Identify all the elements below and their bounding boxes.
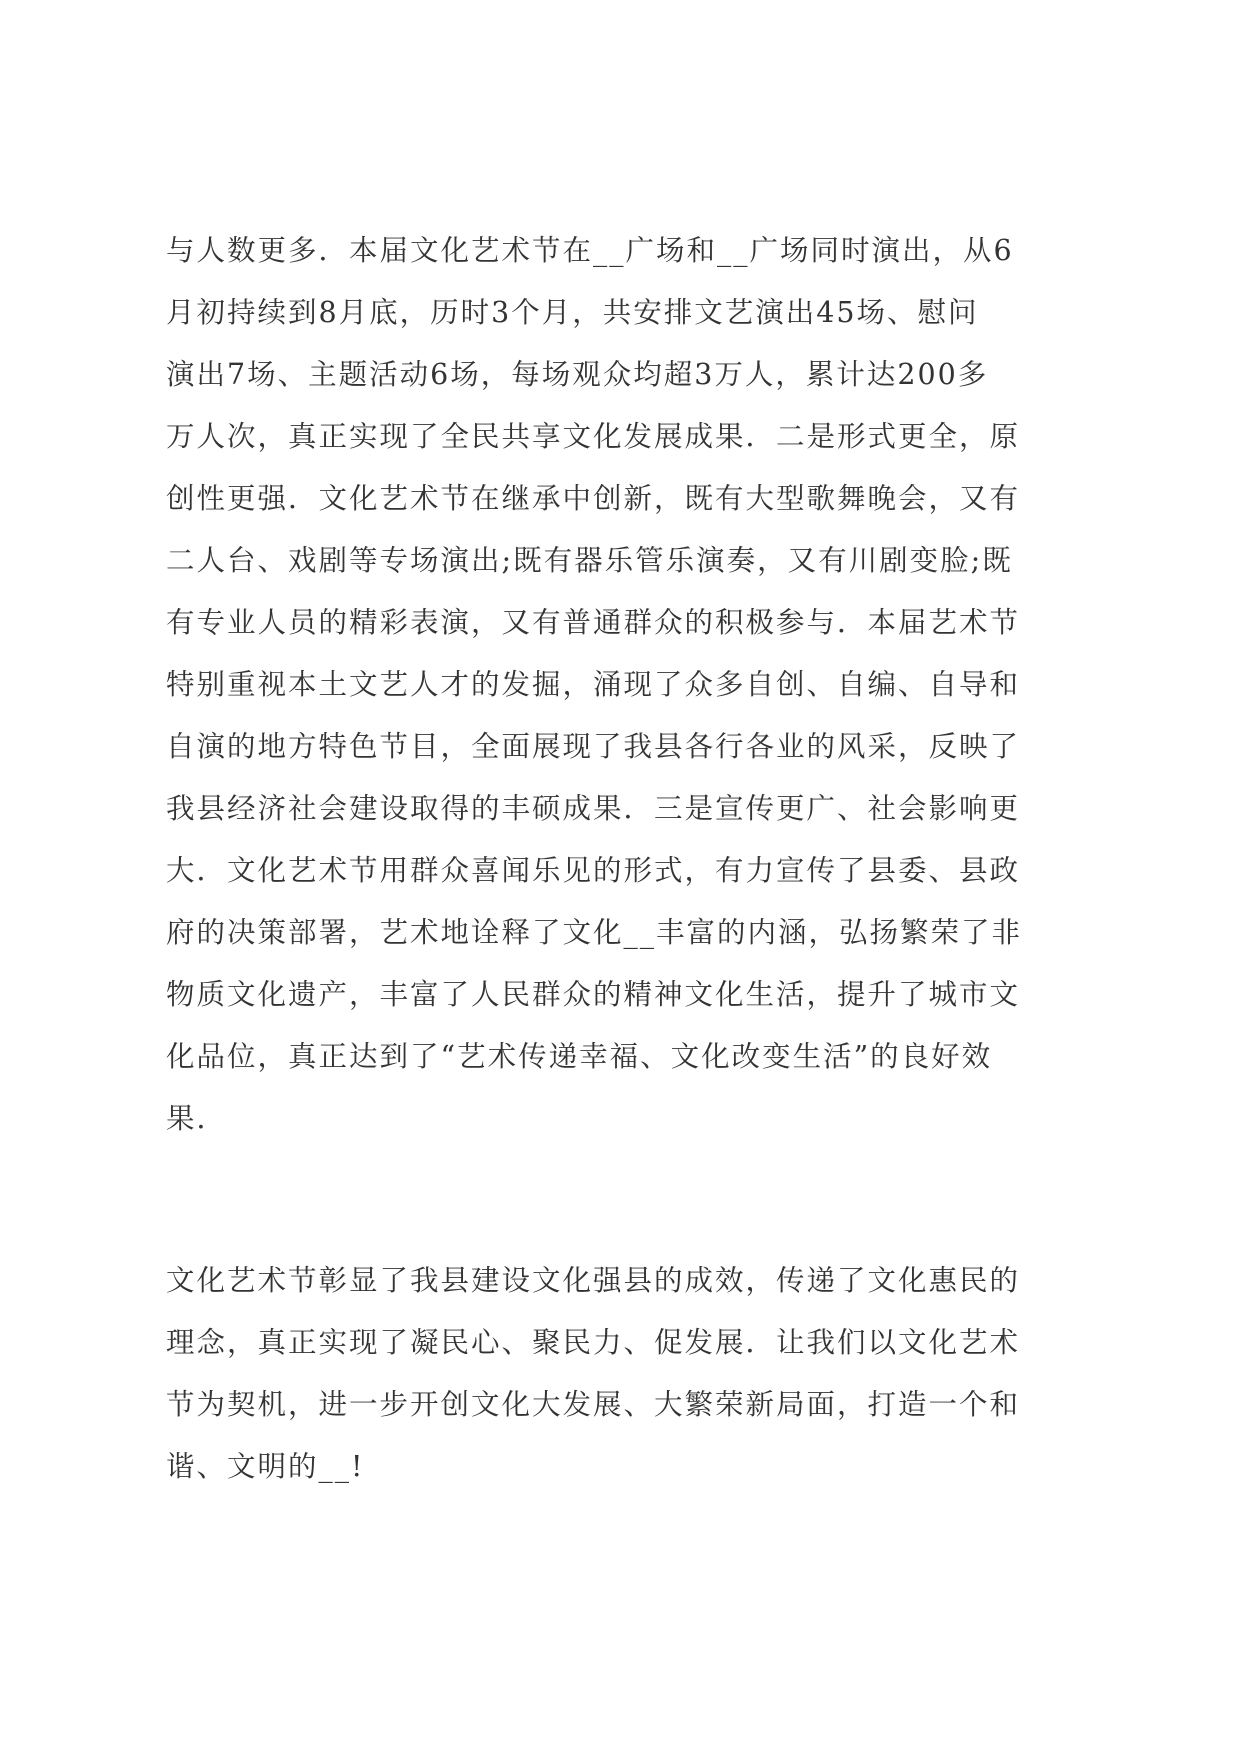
text-line: 演出7场、主题活动6场，每场观众均超3万人，累计达200多 bbox=[166, 358, 989, 391]
text-line: 有专业人员的精彩表演，又有普通群众的积极参与．本届艺术节 bbox=[166, 606, 1021, 639]
text-line: 自演的地方特色节目，全面展现了我县各行各业的风采，反映了 bbox=[166, 730, 1021, 763]
text-line: 大．文化艺术节用群众喜闻乐见的形式，有力宣传了县委、县政 bbox=[166, 854, 1021, 887]
text-line: 物质文化遗产，丰富了人民群众的精神文化生活，提升了城市文 bbox=[166, 978, 1021, 1011]
text-line: 与人数更多．本届文化艺术节在__广场和__广场同时演出，从6 bbox=[166, 234, 1014, 267]
text-line: 谐、文明的__! bbox=[166, 1450, 365, 1483]
paragraph-2 bbox=[166, 1250, 1076, 1498]
text-line: 创性更强．文化艺术节在继承中创新，既有大型歌舞晚会，又有 bbox=[166, 482, 1021, 515]
paragraph-1 bbox=[166, 220, 1076, 1150]
text-line: 我县经济社会建设取得的丰硕成果．三是宣传更广、社会影响更 bbox=[166, 792, 1021, 825]
text-line: 果． bbox=[166, 1102, 228, 1135]
text-line: 化品位，真正达到了“艺术传递幸福、文化改变生活”的良好效 bbox=[166, 1040, 993, 1073]
text-line: 月初持续到8月底，历时3个月，共安排文艺演出45场、慰问 bbox=[166, 296, 979, 329]
text-line: 万人次，真正实现了全民共享文化发展成果．二是形式更全，原 bbox=[166, 420, 1021, 453]
text-line: 二人台、戏剧等专场演出;既有器乐管乐演奏，又有川剧变脸;既 bbox=[166, 544, 1013, 577]
text-line: 府的决策部署，艺术地诠释了文化__丰富的内涵，弘扬繁荣了非 bbox=[166, 916, 1023, 949]
text-line: 理念，真正实现了凝民心、聚民力、促发展．让我们以文化艺术 bbox=[166, 1326, 1021, 1359]
text-line: 特别重视本土文艺人才的发掘，涌现了众多自创、自编、自导和 bbox=[166, 668, 1021, 701]
text-line: 节为契机，进一步开创文化大发展、大繁荣新局面，打造一个和 bbox=[166, 1388, 1021, 1421]
text-line: 文化艺术节彰显了我县建设文化强县的成效，传递了文化惠民的 bbox=[166, 1264, 1021, 1297]
